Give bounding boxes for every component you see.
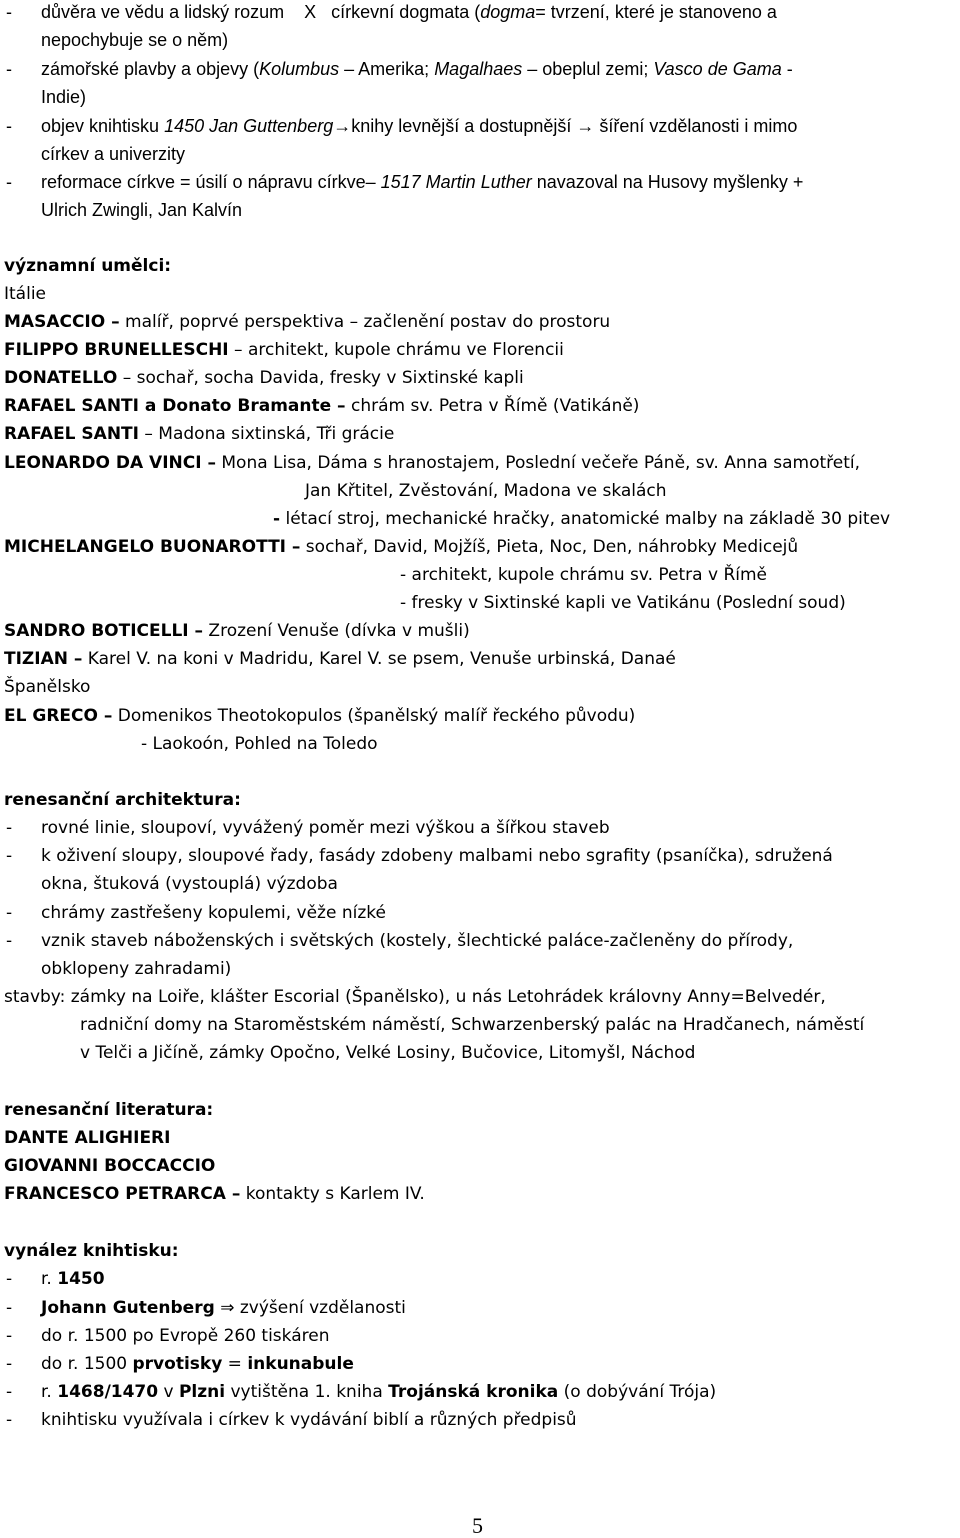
artist-tizian: TIZIAN – Karel V. na koni v Madridu, Karel V. se psem, Venuše urbinská, Danaé <box>4 649 676 669</box>
arrow-right-icon: → <box>333 116 352 136</box>
printing-item-3: do r. 1500 po Evropě 260 tiskáren <box>41 1326 330 1346</box>
printing-item-2: Johann Gutenberg ⇒ zvýšení vzdělanosti <box>41 1298 406 1318</box>
artist-leonardo-cont: Jan Křtitel, Zvěstování, Madona ve skalách <box>305 481 667 501</box>
intro-line-2-cont: Indie) <box>41 87 87 107</box>
artist-michelangelo-cont: - architekt, kupole chrámu sv. Petra v Římě <box>400 565 768 585</box>
spain-label: Španělsko <box>4 677 91 697</box>
artist-masaccio: MASACCIO – malíř, poprvé perspektiva – začlenění postav do prostoru <box>4 312 611 332</box>
bullet-dash: - <box>6 2 12 22</box>
bullet-dash: - <box>6 172 12 192</box>
architecture-item-1: rovné linie, sloupoví, vyvážený poměr mezi výškou a šířkou staveb <box>41 818 610 838</box>
architecture-item-3: chrámy zastřešeny kopulemi, věže nízké <box>41 903 386 923</box>
bullet-dash: - <box>6 1382 13 1402</box>
buildings-line-3: v Telči a Jičíně, zámky Opočno, Velké Losiny, Bučovice, Litomyšl, Náchod <box>80 1043 696 1063</box>
buildings-line-2: radniční domy na Staroměstském náměstí, Schwarzenberský palác na Hradčanech, náměstí <box>80 1015 865 1035</box>
artist-el-greco: EL GRECO – Domenikos Theotokopulos (španělský malíř řeckého původu) <box>4 706 636 726</box>
printing-item-6: knihtisku využívala i církev k vydávání biblí a různých předpisů <box>41 1410 577 1430</box>
arrow-right-icon: → <box>576 116 595 136</box>
double-arrow-right-icon: ⇒ <box>220 1298 235 1318</box>
bullet-dash: - <box>6 116 12 136</box>
artist-michelangelo: MICHELANGELO BUONAROTTI – sochař, David, Mojžíš, Pieta, Noc, Den, náhrobky Medicejů <box>4 537 799 557</box>
printing-item-5: r. 1468/1470 v Plzni vytištěna 1. kniha Trojánská kronika (o dobývání Trója) <box>41 1382 717 1402</box>
page-number: 5 <box>472 1513 483 1538</box>
artist-leonardo-cont-2: - létací stroj, mechanické hračky, anatomické malby na základě 30 pitev <box>273 509 891 529</box>
architecture-item-4: vznik staveb náboženských i světských (kostely, šlechtické paláce-začleněny do přírody, <box>41 931 794 951</box>
bullet-dash: - <box>6 903 13 923</box>
artist-brunelleschi: FILIPPO BRUNELLESCHI – architekt, kupole chrámu ve Florencii <box>4 340 564 360</box>
architecture-heading: renesanční architektura: <box>4 790 241 810</box>
artist-michelangelo-cont-2: - fresky v Sixtinské kapli ve Vatikánu (Poslední soud) <box>400 593 846 613</box>
architecture-item-2-cont: okna, štuková (vystouplá) výzdoba <box>41 874 338 894</box>
artists-heading: významní umělci: <box>4 256 172 276</box>
italy-label: Itálie <box>4 284 47 304</box>
artist-rafael-bramante: RAFAEL SANTI a Donato Bramante – chrám sv. Petra v Římě (Vatikáně) <box>4 396 640 416</box>
artist-rafael: RAFAEL SANTI – Madona sixtinská, Tři grácie <box>4 424 395 444</box>
literature-heading: renesanční literatura: <box>4 1100 214 1120</box>
intro-line-4-cont: Ulrich Zwingli, Jan Kalvín <box>41 200 243 220</box>
intro-line-1-cont: nepochybuje se o něm) <box>41 30 229 50</box>
bullet-dash: - <box>6 1298 13 1318</box>
artist-leonardo: LEONARDO DA VINCI – Mona Lisa, Dáma s hranostajem, Poslední večeře Páně, sv. Anna samotřetí, <box>4 453 861 473</box>
buildings-line-1: stavby: zámky na Loiře, klášter Escorial (Španělsko), u nás Letohrádek královny Anny=Belvedér, <box>4 987 826 1007</box>
bullet-dash: - <box>6 1269 13 1289</box>
bullet-dash: - <box>6 1354 13 1374</box>
intro-line-3: objev knihtisku 1450 Jan Guttenberg→knihy levnější a dostupnější → šíření vzdělanosti i mimo <box>41 116 798 136</box>
artist-boticelli: SANDRO BOTICELLI – Zrození Venuše (dívka v mušli) <box>4 621 470 641</box>
intro-line-2: zámořské plavby a objevy (Kolumbus – Amerika; Magalhaes – obeplul zemi; Vasco de Gama - <box>41 59 793 79</box>
intro-line-4: reformace církve = úsilí o nápravu církve– 1517 Martin Luther navazoval na Husovy myšlenky + <box>41 172 804 192</box>
intro-line-3-cont: církev a univerzity <box>41 144 186 164</box>
author-dante: DANTE ALIGHIERI <box>4 1128 171 1148</box>
bullet-dash: - <box>6 931 13 951</box>
architecture-item-4-cont: obklopeny zahradami) <box>41 959 232 979</box>
artist-el-greco-cont: - Laokoón, Pohled na Toledo <box>141 734 378 754</box>
artist-donatello: DONATELLO – sochař, socha Davida, fresky v Sixtinské kapli <box>4 368 524 388</box>
intro-line-1: důvěra ve vědu a lidský rozum X církevní dogmata (dogma= tvrzení, které je stanoveno a <box>41 2 777 22</box>
author-petrarca: FRANCESCO PETRARCA – kontakty s Karlem IV. <box>4 1184 425 1204</box>
printing-heading: vynález knihtisku: <box>4 1241 179 1261</box>
bullet-dash: - <box>6 1410 13 1430</box>
architecture-item-2: k oživení sloupy, sloupové řady, fasády zdobeny malbami nebo sgrafity (psaníčka), sdružená <box>41 846 833 866</box>
printing-item-4: do r. 1500 prvotisky = inkunabule <box>41 1354 354 1374</box>
bullet-dash: - <box>6 846 13 866</box>
bullet-dash: - <box>6 59 12 79</box>
bullet-dash: - <box>6 818 13 838</box>
printing-item-1: r. 1450 <box>41 1269 105 1289</box>
author-boccaccio: GIOVANNI BOCCACCIO <box>4 1156 216 1176</box>
bullet-dash: - <box>6 1326 13 1346</box>
